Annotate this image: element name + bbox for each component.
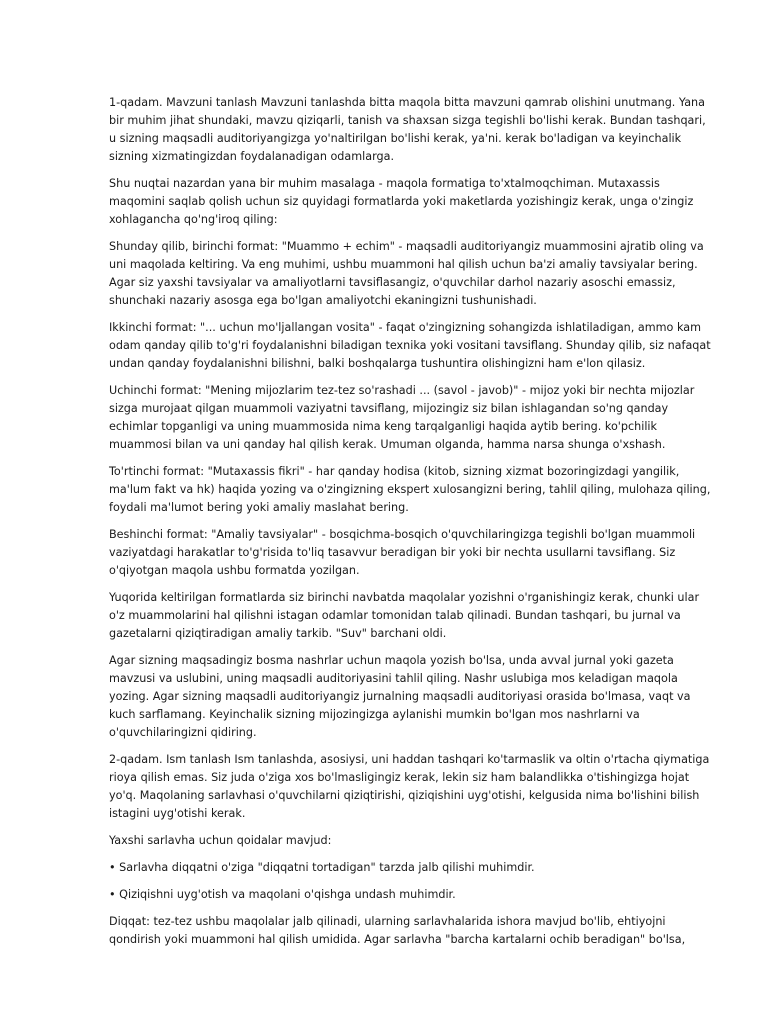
paragraph-print-media: Agar sizning maqsadingiz bosma nashrlar uchun maqola yozish bo'lsa, unda avval jurnal yoki gazeta mavzusi va uslubini, uning maqsadli auditoriyasini tahlil qiling. Nashr uslubiga mos keladigan maqola yozing. Agar sizning maqsadli auditoriyangiz jurnalning maqsadli auditoriyasi orasida bo'lmasa, vaqt va kuch sarflamang. Keyinchalik sizning mijozingizga aylanishi mumkin bo'lgan mos nashrlarni va o'quvchilaringizni qidiring. bbox=[109, 654, 691, 739]
bullet-item-interest: • Qiziqishni uyg'otish va maqolani o'qishga undash muhimdir. bbox=[109, 888, 456, 901]
paragraph-title-rules: Yaxshi sarlavha uchun qoidalar mavjud: bbox=[109, 834, 332, 847]
paragraph-attention-note: Diqqat: tez-tez ushbu maqolalar jalb qilinadi, ularning sarlavhalarida ishora mavjud bo'lib, ehtiyojni qondirish yoki muammoni hal qilish umidida. Agar sarlavha "barcha kartalarni ochib beradigan" bo'lsa, bbox=[109, 915, 686, 946]
paragraph-format-2: Ikkinchi format: "... uchun mo'ljallangan vosita" - faqat o'zingizning sohangizda ishlatiladigan, ammo kam odam qanday qilib to'g'ri foydalanishni biladigan texnika yoki vositani tavsiflang. Shunday qilib, siz nafaqat undan qanday foydalanishni bilishni, balki boshqalarga tushuntira olishingizni ham e'lon qilasiz. bbox=[109, 321, 711, 370]
paragraph-format-5: Beshinchi format: "Amaliy tavsiyalar" - bosqichma-bosqich o'quvchilaringizga tegishli bo'lgan muammoli vaziyatdagi harakatlar to'g'risida to'liq tasavvur beradigan bir yoki bir nechta usullarni tavsiflang. Siz o'qiyotgan maqola ushbu formatda yozilgan. bbox=[109, 528, 696, 577]
paragraph-step-1-topic: 1-qadam. Mavzuni tanlash Mavzuni tanlashda bitta maqola bitta mavzuni qamrab olishini unutmang. Yana bir muhim jihat shundaki, mavzu qiziqarli, tanish va shaxsan sizga tegishli bo'lishi kerak. Bundan tashqari, u sizning maqsadli auditoriyangizga yo'naltirilgan bo'lishi kerak, ya'ni. kerak bo'ladigan va keyinchalik sizning xizmatingizdan foydalanadigan odamlarga. bbox=[109, 96, 706, 163]
bullet-item-attention: • Sarlavha diqqatni o'ziga "diqqatni tortadigan" tarzda jalb qilishi muhimdir. bbox=[109, 861, 535, 874]
paragraph-step-2-title: 2-qadam. Ism tanlash Ism tanlashda, asosiysi, uni haddan tashqari ko'tarmaslik va oltin o'rtacha qiymatiga rioya qilish emas. Siz juda o'ziga xos bo'lmasligingiz kerak, lekin siz ham balandlikka o'tishingizga hojat yo'q. Maqolaning sarlavhasi o'quvchilarni qiziqtirishi, qiziqishini uyg'otishi, kelgusida nima bo'lishini bilish istagini uyg'otishi kerak. bbox=[109, 753, 710, 820]
paragraph-article-format: Shu nuqtai nazardan yana bir muhim masalaga - maqola formatiga to'xtalmoqchiman. Mutaxassis maqomini saqlab qolish uchun siz quyidagi formatlarda yoki maketlarda yozishingiz kerak, unga o'zingiz xohlagancha qo'ng'iroq qiling: bbox=[109, 177, 694, 226]
document-body bbox=[109, 94, 715, 958]
paragraph-format-3: Uchinchi format: "Mening mijozlarim tez-tez so'rashadi ... (savol - javob)" - mijoz yoki bir nechta mijozlar sizga murojaat qilgan muammoli vaziyatni tavsiflang, mijozingiz siz bilan ishlagandan so'ng qanday echimlar topganligi va uning muammosida nima keng tarqalganligi haqida aytib bering. ko'pchilik muammosi bilan va uni qanday hal qilish kerak. Umuman olganda, hamma narsa shunga o'xshash. bbox=[109, 384, 695, 451]
paragraph-format-4: To'rtinchi format: "Mutaxassis fikri" - har qanday hodisa (kitob, sizning xizmat bozoringizdagi yangilik, ma'lum fakt va hk) haqida yozing va o'zingizning ekspert xulosangizni bering, tahlil qiling, mulohaza qiling, foydali ma'lumot bering yoki amaliy maslahat bering. bbox=[109, 465, 711, 514]
paragraph-formats-summary: Yuqorida keltirilgan formatlarda siz birinchi navbatda maqolalar yozishni o'rganishingiz kerak, chunki ular o'z muammolarini hal qilishni istagan odamlar tomonidan talab qilinadi. Bundan tashqari, bu jurnal va gazetalarni qiziqtiradigan amaliy tarkib. "Suv" barchani oldi. bbox=[109, 591, 700, 640]
paragraph-format-1: Shunday qilib, birinchi format: "Muammo + echim" - maqsadli auditoriyangiz muammosini ajratib oling va uni maqolada keltiring. Va eng muhimi, ushbu muammoni hal qilish uchun ba'zi amaliy tavsiyalar bering. Agar siz yaxshi tavsiyalar va amaliyotlarni tavsiflasangiz, o'quvchilar darhol nazariy asoschi emassiz, shunchaki nazariy asosga ega bo'lgan amaliyotchi ekaningizni tushunishadi. bbox=[109, 240, 704, 307]
